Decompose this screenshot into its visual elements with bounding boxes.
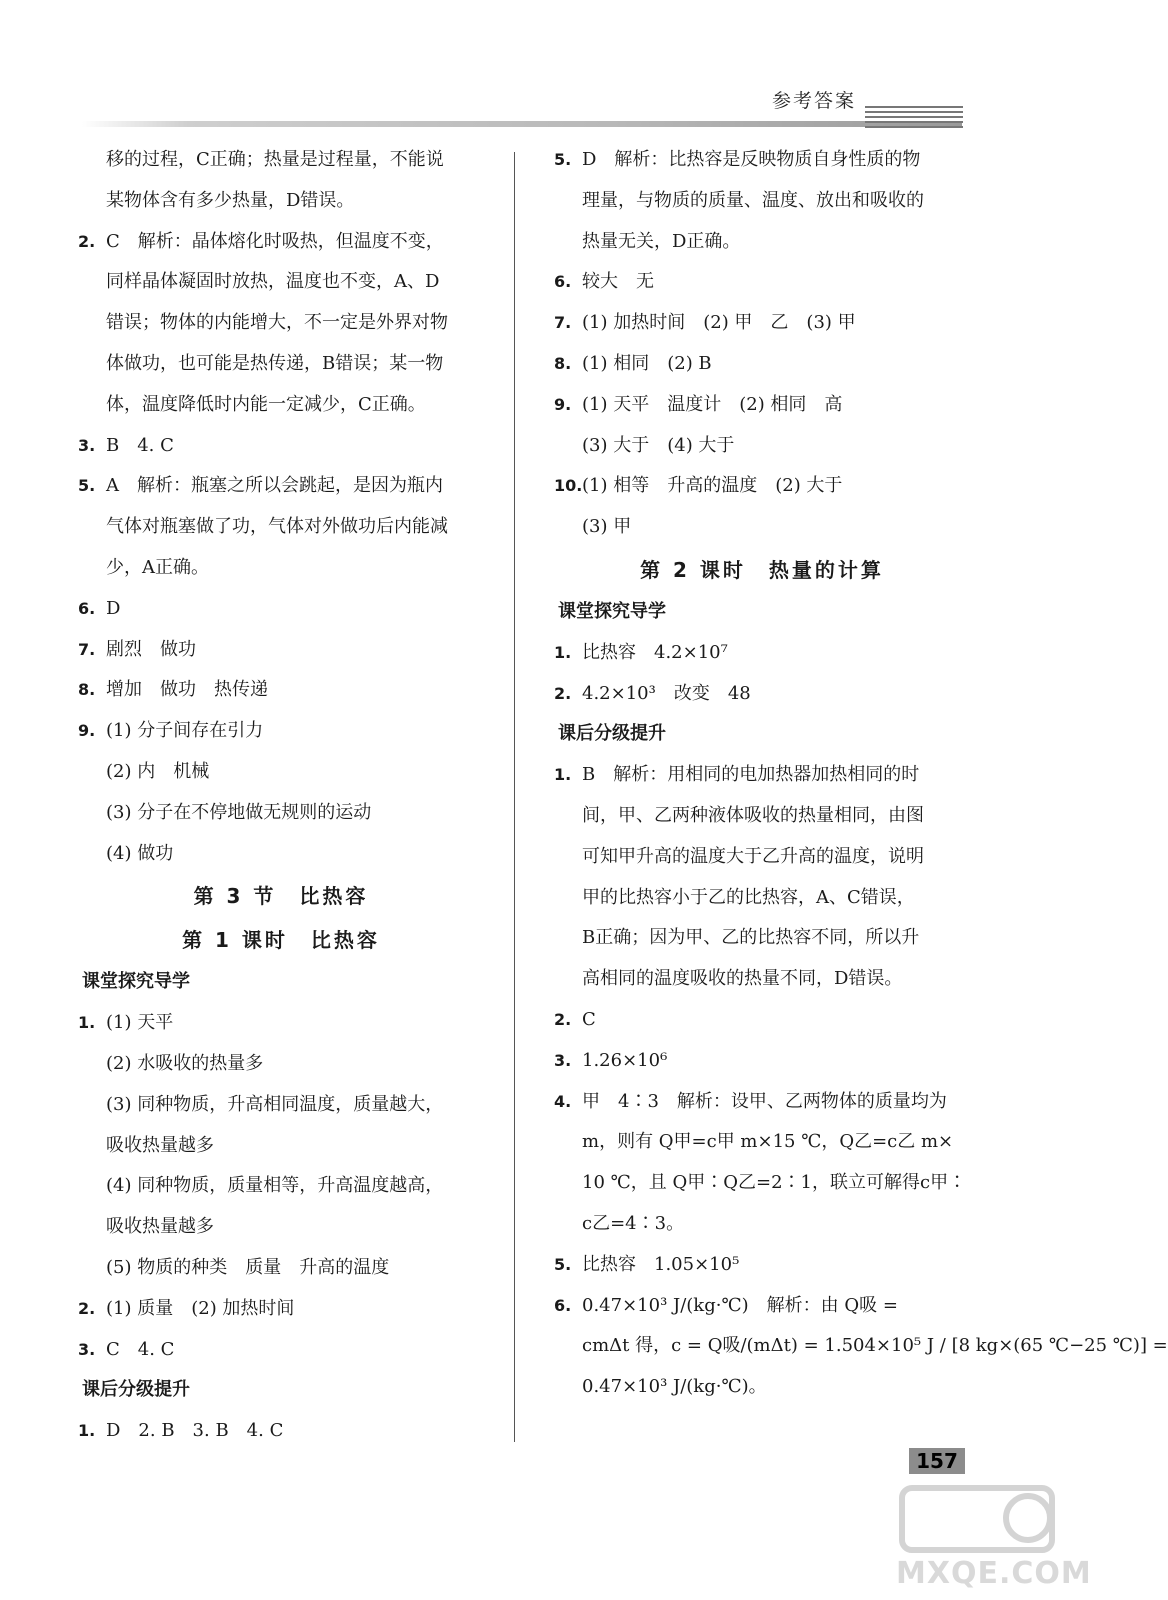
answer-item [552, 1245, 972, 1286]
answer-item [76, 630, 486, 671]
answer-number: 5. [78, 476, 96, 496]
answer-item [76, 670, 486, 711]
answer-number: 2. [554, 683, 572, 703]
right-column [552, 140, 1168, 1408]
answer-line: D [106, 597, 121, 619]
answer-subline: (3) 分子在不停地做无规则的运动 [106, 801, 372, 823]
answer-item [552, 1082, 972, 1245]
answer-line: m，则有 Q甲=c甲 m×15 ℃，Q乙=c乙 m× [582, 1131, 954, 1153]
answer-item [552, 633, 972, 674]
header-rule-stripes [865, 106, 963, 130]
answer-item [552, 1000, 972, 1041]
answer-line: 甲的比热容小于乙的比热容，A、C错误， [582, 886, 915, 908]
answer-line: B 解析：用相同的电加热器加热相同的时 [582, 764, 920, 786]
answer-line: 理量，与物质的质量、温度、放出和吸收的 [582, 189, 924, 211]
answer-number: 3. [78, 435, 96, 455]
answer-item [76, 1003, 486, 1044]
answer-line: 同样晶体凝固时放热，温度也不变，A、D [106, 271, 440, 293]
answer-number: 6. [554, 1295, 572, 1315]
answer-number: 6. [78, 598, 96, 618]
section-heading: 第 3 节 比热容 [193, 884, 369, 909]
subsection-title: 课后分级提升 [558, 723, 666, 745]
column-divider [514, 152, 515, 1442]
answer-subline: (2) 水吸收的热量多 [106, 1052, 264, 1074]
answer-line: cmΔt 得，c = Q吸/(mΔt) = 1.504×10⁵ J / [8 kg×(65 ℃−25 ℃)] = [582, 1335, 1168, 1357]
answer-line: 体，温度降低时内能一定减少，C正确。 [106, 393, 426, 415]
answer-line: (1) 天平 [106, 1012, 174, 1034]
answer-line: (1) 质量 (2) 加热时间 [106, 1297, 295, 1319]
answer-line: 气体对瓶塞做了功，气体对外做功后内能减 [106, 516, 448, 538]
answer-line: 比热容 4.2×10⁷ [582, 641, 728, 663]
answer-subline: (3) 甲 [582, 516, 632, 538]
answer-line: C 解析：晶体熔化时吸热，但温度不变， [106, 230, 444, 252]
answer-item [552, 1286, 1168, 1408]
answer-line: 少，A正确。 [106, 556, 209, 578]
answer-line: 体做功，也可能是热传递，B错误；某一物 [106, 352, 444, 374]
answer-item [76, 466, 486, 588]
answer-subline: (4) 同种物质，质量相等，升高温度越高， [106, 1175, 444, 1197]
header-rule [82, 121, 962, 127]
answer-item [76, 711, 486, 752]
answer-item [552, 140, 972, 262]
answer-number: 7. [554, 313, 572, 333]
page-number: 157 [909, 1448, 965, 1474]
section-heading: 第 1 课时 比热容 [182, 928, 380, 953]
answer-number: 1. [554, 765, 572, 785]
answer-number: 4. [554, 1091, 572, 1111]
answer-line: 热量无关，D正确。 [582, 230, 741, 252]
answer-number: 2. [78, 231, 96, 251]
answer-line: 0.47×10³ J/(kg·℃)。 [582, 1376, 767, 1398]
answer-item [76, 140, 486, 222]
answer-number: 10. [554, 476, 583, 496]
answer-line: B 4. C [106, 434, 174, 456]
answer-line: 甲 4∶3 解析：设甲、乙两物体的质量均为 [582, 1090, 947, 1112]
answer-line: 0.47×10³ J/(kg·℃) 解析：由 Q吸 = [582, 1294, 898, 1316]
answer-number: 3. [554, 1050, 572, 1070]
answer-item [552, 303, 972, 344]
page-header-label: 参考答案 [772, 90, 857, 112]
answer-subline: (5) 物质的种类 质量 升高的温度 [106, 1256, 390, 1278]
answer-line: 剧烈 做功 [106, 638, 196, 660]
answer-line: 增加 做功 热传递 [106, 679, 268, 701]
answer-line: C [582, 1008, 596, 1030]
answer-item [552, 344, 972, 385]
answer-line: 10 ℃，且 Q甲∶Q乙=2∶1，联立可解得c甲∶ [582, 1172, 967, 1194]
answer-number: 9. [78, 721, 96, 741]
answer-number: 3. [78, 1339, 96, 1359]
answer-subline: (2) 内 机械 [106, 760, 210, 782]
subsection-title: 课堂探究导学 [558, 600, 666, 622]
answer-item [76, 426, 486, 467]
answer-number: 2. [554, 1009, 572, 1029]
answer-number: 1. [78, 1013, 96, 1033]
answer-line: 某物体含有多少热量，D错误。 [106, 189, 355, 211]
answer-line: (1) 相等 升高的温度 (2) 大于 [582, 475, 843, 497]
answer-line: 较大 无 [582, 271, 654, 293]
answer-subline: (3) 大于 (4) 大于 [582, 434, 735, 456]
answer-item [76, 1330, 486, 1371]
answer-line: 比热容 1.05×10⁵ [582, 1253, 740, 1275]
watermark-text: MXQE.COM [896, 1556, 1092, 1591]
section-heading: 第 2 课时 热量的计算 [640, 557, 884, 582]
answer-item [76, 589, 486, 630]
answer-number: 2. [78, 1298, 96, 1318]
answer-item [552, 466, 972, 507]
answer-line: 移的过程，C正确；热量是过程量，不能说 [106, 149, 444, 170]
answer-item [76, 1411, 486, 1452]
answer-line: D 2. B 3. B 4. C [106, 1420, 284, 1442]
answer-line: B正确；因为甲、乙的比热容不同，所以升 [582, 927, 920, 949]
answer-item [76, 222, 486, 426]
answer-number: 5. [554, 150, 572, 169]
answer-number: 8. [78, 680, 96, 700]
answer-line: D 解析：比热容是反映物质自身性质的物 [582, 149, 921, 170]
subsection-title: 课后分级提升 [82, 1379, 190, 1401]
answer-number: 6. [554, 272, 572, 292]
answer-item [552, 1041, 972, 1082]
answer-line: (1) 相同 (2) B [582, 352, 712, 374]
answer-line: 1.26×10⁶ [582, 1049, 668, 1071]
answer-item [552, 385, 972, 426]
answer-line: 可知甲升高的温度大于乙升高的温度，说明 [582, 845, 924, 867]
answer-line: 错误；物体的内能增大，不一定是外界对物 [106, 312, 448, 334]
answer-line: c乙=4∶3。 [582, 1212, 685, 1234]
answer-number: 7. [78, 639, 96, 659]
answer-subline: (4) 做功 [106, 842, 174, 864]
answer-line: A 解析：瓶塞之所以会跳起，是因为瓶内 [106, 475, 443, 497]
answer-line: (1) 天平 温度计 (2) 相同 高 [582, 393, 843, 415]
answer-item [552, 674, 972, 715]
answer-number: 1. [554, 642, 572, 662]
answer-subline: 吸收热量越多 [106, 1134, 214, 1156]
answer-line: (1) 分子间存在引力 [106, 720, 264, 742]
answer-line: 间，甲、乙两种液体吸收的热量相同，由图 [582, 804, 924, 826]
answer-line: C 4. C [106, 1338, 175, 1360]
answer-item [76, 1289, 486, 1330]
subsection-title: 课堂探究导学 [82, 971, 190, 993]
answer-line: (1) 加热时间 (2) 甲 乙 (3) 甲 [582, 312, 856, 334]
answer-number: 5. [554, 1254, 572, 1274]
answer-line: 4.2×10³ 改变 48 [582, 682, 751, 704]
left-column [76, 140, 486, 1452]
answer-subline: 吸收热量越多 [106, 1216, 214, 1238]
answer-subline: (3) 同种物质，升高相同温度，质量越大， [106, 1093, 444, 1115]
answer-number: 8. [554, 353, 572, 373]
answer-line: 高相同的温度吸收的热量不同，D错误。 [582, 968, 903, 990]
answer-item [552, 262, 972, 303]
answer-number: 9. [554, 394, 572, 414]
answer-item [552, 755, 972, 1000]
answer-number: 1. [78, 1421, 96, 1441]
